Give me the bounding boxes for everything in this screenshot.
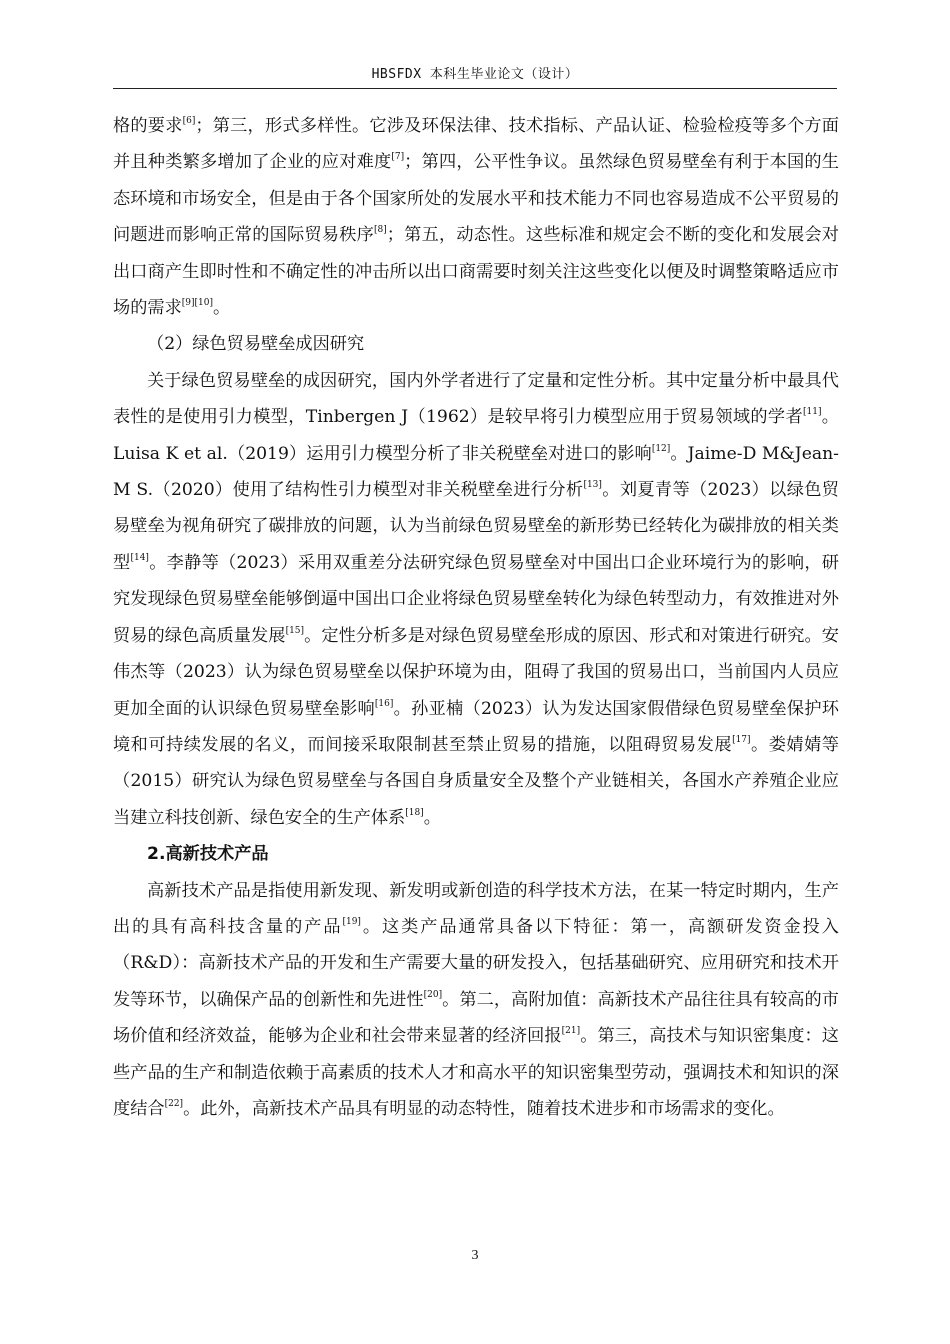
- citation-marker: [22]: [164, 1098, 184, 1109]
- text-run: 。第二，高附加值：高新技术产品往往具有较高的市场价值和经济效益，能够为企业和社会带来显著的经济回报: [113, 989, 839, 1047]
- text-run: 。这类产品通常具备以下特征：第一，高额研发资金投入（R&D）：高新技术产品的开发和生产需要大量的研发投入，包括基础研究、应用研究和技术开发等环节，以确保产品的创新性和先进性: [113, 916, 839, 1010]
- citation-marker: [19]: [342, 916, 361, 927]
- citation-marker: [8]: [374, 225, 387, 236]
- text-run: 。李静等（2023）采用双重差分法研究绿色贸易壁垒对中国出口企业环境行为的影响，研究发现绿色贸易壁垒能够倒逼中国出口企业将绿色贸易壁垒转化为绿色转型动力，有效推进对外贸易的绿色高质量发展: [113, 552, 839, 646]
- citation-marker: [16]: [374, 698, 394, 709]
- text-run: 。孙亚楠（2023）认为发达国家假借绿色贸易壁垒保护环境和可持续发展的名义，而间接采取限制甚至禁止贸易的措施，以阻碍贸易发展: [113, 698, 839, 755]
- text-run: ；第五，动态性。这些标准和规定会不断的变化和发展会对出口商产生即时性和不确定性的冲击所以出口商需要时刻关注这些变化以便及时调整策略适应市场的需求: [113, 225, 839, 319]
- citation-marker: [11]: [802, 407, 822, 418]
- citation-marker: [9][10]: [181, 298, 213, 309]
- text-run: （2）绿色贸易壁垒成因研究: [147, 334, 365, 355]
- citation-marker: [7]: [391, 152, 405, 163]
- citation-marker: [20]: [423, 989, 443, 1000]
- text-run: 。: [423, 807, 441, 828]
- paragraph-p4: [113, 836, 839, 872]
- running-header: HBSFDX 本科生毕业论文（设计）: [371, 67, 579, 82]
- paragraph-p1: [113, 108, 839, 326]
- text-run: 。第三，高技术与知识密集度：这些产品的生产和制造依赖于高素质的技术人才和高水平的知识密集型劳动，强调技术和知识的深度结合: [113, 1026, 839, 1119]
- paragraph-p2: [113, 326, 839, 362]
- text-run: ；第四，公平性争议。虽然绿色贸易壁垒有利于本国的生态环境和市场安全，但是由于各个国家所处的发展水平和技术能力不同也容易造成不公平贸易的问题进而影响正常的国际贸易秩序: [113, 152, 839, 246]
- text-run: ；第三，形式多样性。它涉及环保法律、技术指标、产品认证、检验检疫等多个方面并且种类繁多增加了企业的应对难度: [113, 116, 839, 173]
- citation-marker: [18]: [405, 807, 424, 818]
- text-run: 。Jaime-D M&Jean-M S.（2020）使用了结构性引力模型对非关税壁垒进行分析: [113, 443, 839, 501]
- text-run: 。: [213, 298, 231, 319]
- citation-marker: [6]: [182, 116, 196, 126]
- citation-marker: [12]: [651, 443, 671, 454]
- citation-marker: [14]: [130, 552, 149, 563]
- paragraph-p5: [113, 873, 839, 1128]
- citation-marker: [21]: [561, 1026, 581, 1037]
- body-text: [113, 108, 839, 1127]
- header-rule: [113, 88, 837, 89]
- text-run: 。娄婧婧等（2015）研究认为绿色贸易壁垒与各国自身质量安全及整个产业链相关，各国水产养殖企业应当建立科技创新、绿色安全的生产体系: [113, 734, 839, 828]
- paragraph-p3: [113, 363, 839, 836]
- citation-marker: [13]: [583, 480, 602, 491]
- text-run: 。刘夏青等（2023）以绿色贸易壁垒为视角研究了碳排放的问题，认为当前绿色贸易壁垒的新形势已经转化为碳排放的相关类型: [113, 480, 839, 573]
- text-run: 。Luisa K et al.（2019）运用引力模型分析了非关税壁垒对进口的影响: [113, 407, 839, 464]
- text-run: 。此外，高新技术产品具有明显的动态特性，随着技术进步和市场需求的变化。: [183, 1098, 785, 1119]
- text-run: 格的要求: [113, 116, 183, 136]
- text-run: 2.高新技术产品: [147, 844, 269, 865]
- text-run: 。定性分析多是对绿色贸易壁垒形成的原因、形式和对策进行研究。安伟杰等（2023）认为绿色贸易壁垒以保护环境为由，阻碍了我国的贸易出口，当前国内人员应更加全面的认识绿色贸易壁垒影响: [113, 625, 839, 719]
- citation-marker: [17]: [732, 734, 751, 745]
- text-run: 高新技术产品是指使用新发现、新发明或新创造的科学技术方法，在某一特定时期内，生产出的具有高科技含量的产品: [113, 880, 839, 937]
- text-run: 关于绿色贸易壁垒的成因研究，国内外学者进行了定量和定性分析。其中定量分析中最具代表性的是使用引力模型，Tinbergen J（1962）是较早将引力模型应用于贸易领域的学者: [113, 370, 839, 428]
- citation-marker: [15]: [285, 625, 305, 636]
- page-number: 3: [471, 1248, 479, 1263]
